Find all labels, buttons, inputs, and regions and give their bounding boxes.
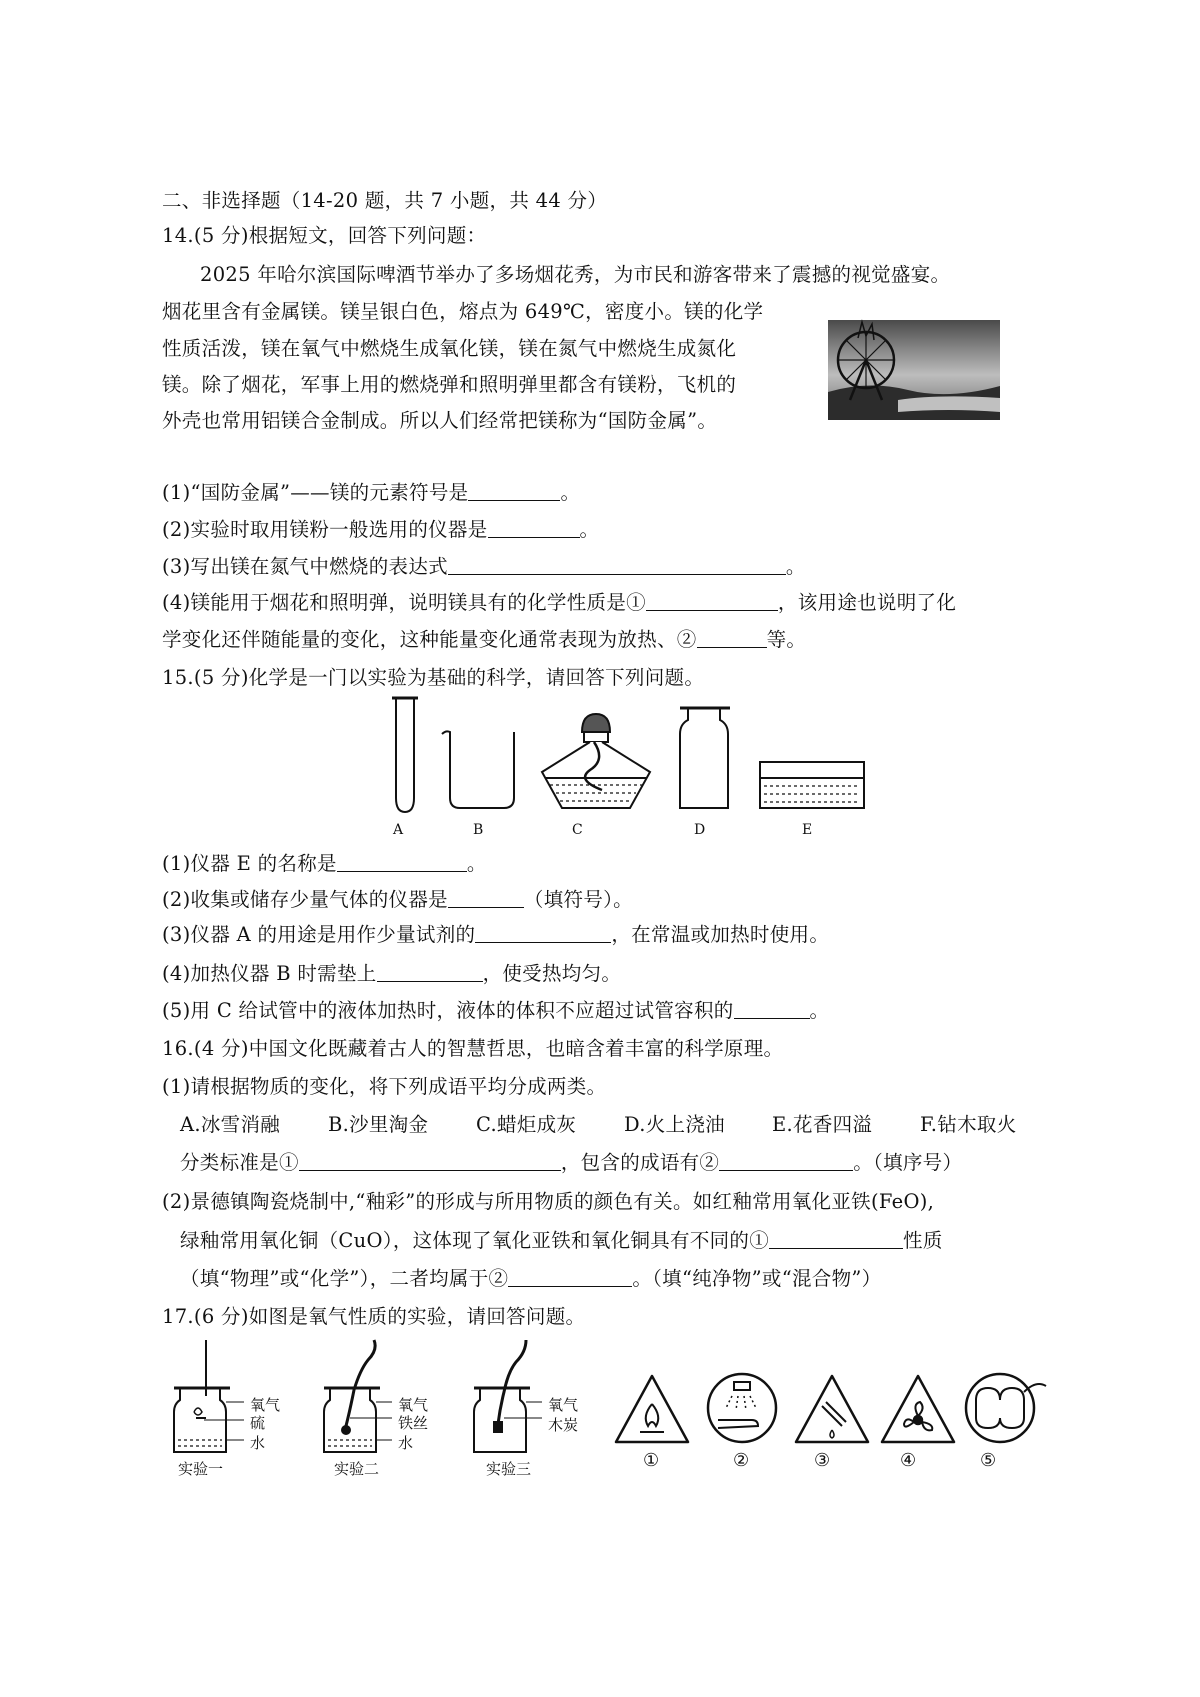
oxygen-experiments-figure xyxy=(168,1340,608,1470)
q14-sub4-blank1[interactable] xyxy=(646,592,778,611)
q14-sub1 xyxy=(162,480,580,506)
q14-sub2-text: (2)实验时取用镁粉一般选用的仪器是 xyxy=(162,518,488,541)
q15-sub1-text: (1)仪器 E 的名称是 xyxy=(162,852,337,875)
q15-sub5-text: (5)用 C 给试管中的液体加热时，液体的体积不应超过试管容积的 xyxy=(162,999,734,1022)
gas-jar-drawing xyxy=(680,708,730,808)
ventilation-warning-icon xyxy=(882,1376,954,1442)
q14-sub2-end: 。 xyxy=(579,518,600,541)
exp1-label-oxygen: 氧气 xyxy=(250,1396,281,1414)
q14-sub1-end: 。 xyxy=(560,481,581,504)
q14-sub4-blank2[interactable] xyxy=(697,629,767,648)
q15-sub4-end: ，使受热均匀。 xyxy=(482,962,622,985)
q15-head: 15.(5 分)化学是一门以实验为基础的科学，请回答下列问题。 xyxy=(162,666,705,689)
q16-idioms-blank[interactable] xyxy=(719,1152,853,1171)
exp2-label-oxygen: 氧气 xyxy=(398,1396,429,1414)
idiom-option-a: A.冰雪消融 xyxy=(180,1113,281,1136)
q14-sub4 xyxy=(162,590,956,616)
idiom-option-c: C.蜡炬成灰 xyxy=(476,1113,577,1136)
q15-sub3 xyxy=(162,922,829,948)
q14-sub4-mid: ，该用途也说明了化 xyxy=(777,591,957,614)
exp1-label-water: 水 xyxy=(250,1434,266,1452)
exp1-label-sulfur: 硫 xyxy=(250,1414,266,1432)
q15-sub5-end: 。 xyxy=(809,999,830,1022)
q16-sub2-text2: 绿釉常用氧化铜（CuO），这体现了氧化亚铁和氧化铜具有不同的① xyxy=(180,1229,770,1252)
q15-sub5-blank[interactable] xyxy=(734,1000,810,1019)
hand-wash-icon xyxy=(708,1374,776,1442)
exp2-label-iron-wire: 铁丝 xyxy=(398,1414,429,1432)
idiom-option-e: E.花香四溢 xyxy=(772,1113,873,1136)
q15-sub4 xyxy=(162,961,621,987)
q15-sub2-text: (2)收集或储存少量气体的仪器是 xyxy=(162,888,448,911)
q16-sub2-blank1[interactable] xyxy=(769,1230,903,1249)
idiom-option-d: D.火上浇油 xyxy=(624,1113,725,1136)
q14-sub3 xyxy=(162,554,806,580)
q15-sub3-text: (3)仪器 A 的用途是用作少量试剂的 xyxy=(162,923,476,946)
q14-passage-line1: 2025 年哈尔滨国际啤酒节举办了多场烟花秀，为市民和游客带来了震撼的视觉盛宴。 xyxy=(200,263,951,286)
q15-sub1-end: 。 xyxy=(466,852,487,875)
experiment2-jar xyxy=(324,1340,392,1452)
q15-sub2 xyxy=(162,887,633,913)
icon-label-1: ① xyxy=(643,1450,660,1471)
q16-sub2: (2)景德镇陶瓷烧制中,“釉彩”的形成与所用物质的颜色有关。如红釉常用氧化亚铁(FeO), xyxy=(162,1190,935,1213)
q16-sub2-end: 。（填“纯净物”或“混合物”） xyxy=(632,1267,882,1290)
q14-sub3-end: 。 xyxy=(785,555,806,578)
test-tube-drawing xyxy=(392,698,418,812)
q16-sub2-line3 xyxy=(180,1266,881,1292)
alcohol-lamp-drawing xyxy=(542,714,650,808)
q15-sub2-blank[interactable] xyxy=(448,889,524,908)
q16-criteria-text: 分类标准是① xyxy=(180,1151,299,1174)
q16-head: 16.(4 分)中国文化既藏着古人的智慧哲思，也暗含着丰富的科学原理。 xyxy=(162,1037,784,1060)
idiom-option-b: B.沙里淘金 xyxy=(328,1113,429,1136)
idiom-option-f: F.钻木取火 xyxy=(920,1113,1017,1136)
experiment3-jar xyxy=(474,1340,542,1452)
instrument-label-b: B xyxy=(473,822,484,838)
q16-criteria-end: 。（填序号） xyxy=(853,1151,963,1174)
exp3-label-charcoal: 木炭 xyxy=(548,1416,579,1434)
instrument-label-d: D xyxy=(694,822,706,838)
ferris-wheel-photo xyxy=(828,320,1000,420)
exp2-label: 实验二 xyxy=(334,1460,380,1478)
exp3-label: 实验三 xyxy=(486,1460,532,1478)
icon-label-3: ③ xyxy=(814,1450,831,1471)
exp2-label-water: 水 xyxy=(398,1434,414,1452)
experiment1-jar xyxy=(174,1340,244,1452)
flame-warning-icon xyxy=(616,1376,688,1442)
q14-passage-line4: 镁。除了烟花，军事上用的燃烧弹和照明弹里都含有镁粉，飞机的 xyxy=(162,373,737,396)
icon-label-4: ④ xyxy=(900,1450,917,1471)
q14-head: 14.(5 分)根据短文，回答下列问题： xyxy=(162,224,487,247)
icon-label-2: ② xyxy=(733,1450,750,1471)
q16-sub2-line2 xyxy=(180,1228,943,1254)
instrument-label-c: C xyxy=(572,822,583,838)
q14-sub1-text: (1)“国防金属”——镁的元素符号是 xyxy=(162,481,469,504)
q16-sub2-blank2[interactable] xyxy=(508,1268,632,1287)
exp3-label-oxygen: 氧气 xyxy=(548,1396,579,1414)
q14-sub4-end: 等。 xyxy=(766,628,807,651)
safety-icons-figure xyxy=(612,1368,1052,1458)
q14-sub4-cont xyxy=(162,627,806,653)
q16-criteria-mid: ，包含的成语有② xyxy=(560,1151,720,1174)
q15-sub1 xyxy=(162,851,487,877)
q16-sub2-text3: （填“物理”或“化学”），二者均属于② xyxy=(180,1267,509,1290)
q14-sub3-blank[interactable] xyxy=(448,556,786,575)
q15-sub4-text: (4)加热仪器 B 时需垫上 xyxy=(162,962,377,985)
q15-sub1-blank[interactable] xyxy=(337,853,467,872)
q14-sub3-text: (3)写出镁在氮气中燃烧的表达式 xyxy=(162,555,448,578)
corrosive-warning-icon xyxy=(796,1376,868,1442)
trough-drawing xyxy=(760,762,864,808)
q14-passage-line3: 性质活泼，镁在氧气中燃烧生成氧化镁，镁在氮气中燃烧生成氮化 xyxy=(162,337,737,360)
q17-head: 17.(6 分)如图是氧气性质的实验，请回答问题。 xyxy=(162,1305,586,1328)
q16-criteria-blank[interactable] xyxy=(299,1152,561,1171)
q15-sub4-blank[interactable] xyxy=(377,963,483,982)
instrument-label-e: E xyxy=(802,822,813,838)
q15-sub2-end: （填符号）。 xyxy=(523,888,633,911)
exp1-label: 实验一 xyxy=(178,1460,224,1478)
q14-sub4-text: (4)镁能用于烟花和照明弹，说明镁具有的化学性质是① xyxy=(162,591,646,614)
q15-sub3-blank[interactable] xyxy=(475,924,611,943)
q14-passage-line2: 烟花里含有金属镁。镁呈银白色，熔点为 649℃，密度小。镁的化学 xyxy=(162,300,764,323)
q14-sub2-blank[interactable] xyxy=(488,519,580,538)
q14-passage-line5: 外壳也常用铝镁合金制成。所以人们经常把镁称为“国防金属”。 xyxy=(162,409,718,432)
goggles-icon xyxy=(966,1374,1046,1442)
q15-sub3-end: ，在常温或加热时使用。 xyxy=(611,923,830,946)
q16-sub1: (1)请根据物质的变化，将下列成语平均分成两类。 xyxy=(162,1075,607,1098)
beaker-drawing xyxy=(442,731,514,808)
q14-sub4-text2: 学变化还伴随能量的变化，这种能量变化通常表现为放热、② xyxy=(162,628,697,651)
q16-sub1-criteria xyxy=(180,1150,962,1176)
icon-label-5: ⑤ xyxy=(980,1450,997,1471)
q14-sub2 xyxy=(162,517,599,543)
q15-sub5 xyxy=(162,998,829,1024)
section-title: 二、非选择题（14-20 题，共 7 小题，共 44 分） xyxy=(162,189,608,212)
instrument-label-a: A xyxy=(393,822,404,838)
q14-sub1-blank[interactable] xyxy=(468,482,560,501)
q16-sub2-prop: 性质 xyxy=(903,1229,943,1252)
